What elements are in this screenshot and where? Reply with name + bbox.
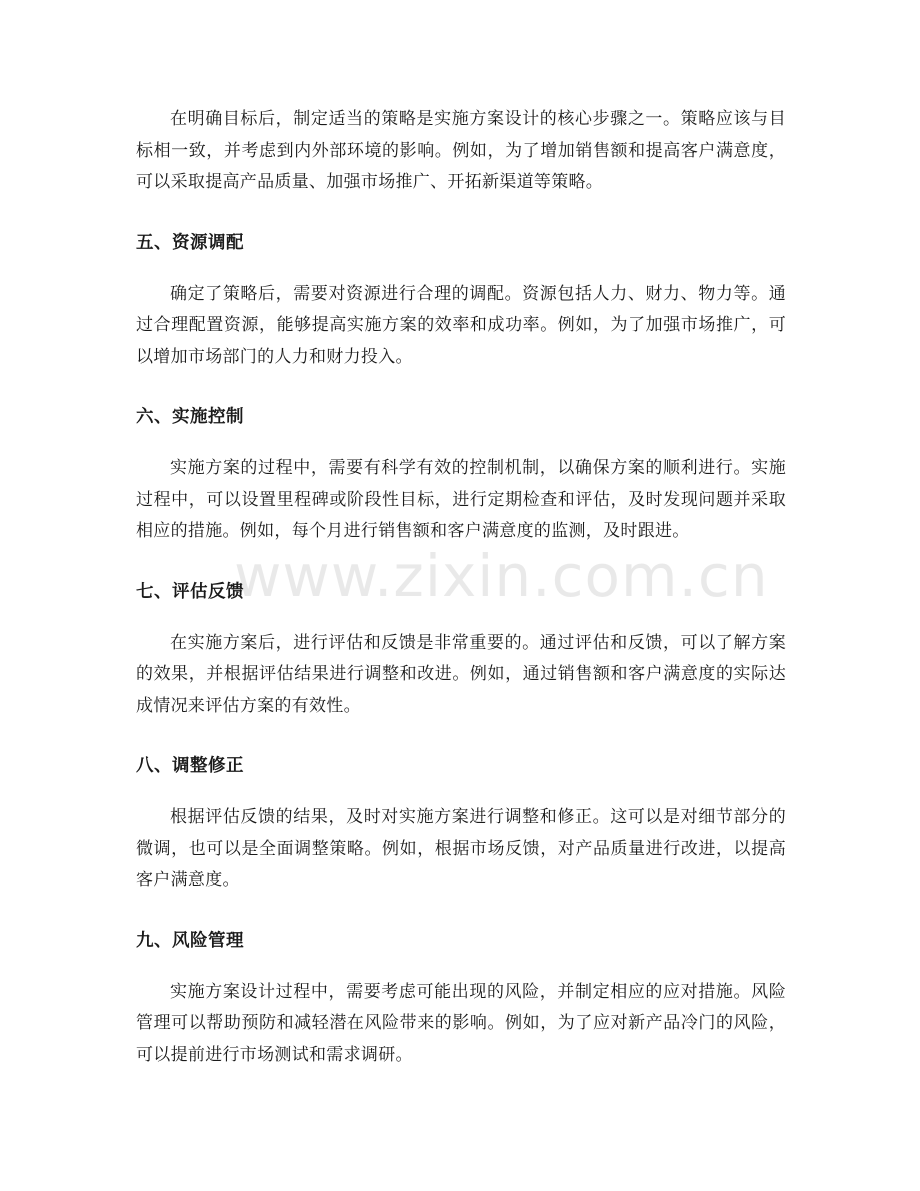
section-heading-risk-management: 九、风险管理 — [136, 930, 244, 951]
section-heading-resource-allocation: 五、资源调配 — [136, 232, 244, 253]
section-heading-adjustment: 八、调整修正 — [136, 756, 244, 776]
section-body-implementation-control: 实施方案的过程中，需要有科学有效的控制机制，以确保方案的顺利进行。实施过程中，可以设置里程碑或阶段性目标，进行定期检查和评估，及时发现问题并采取相应的措施。例如，每个月进行销售额和客户满意度的监测，及时跟进。 — [136, 458, 786, 541]
intro-paragraph: 在明确目标后，制定适当的策略是实施方案设计的核心步骤之一。策略应该与目标相一致，并考虑到内外部环境的影响。例如，为了增加销售额和提高客户满意度，可以采取提高产品质量、加强市场推广、开拓新渠道等策略。 — [136, 109, 786, 192]
section-body-evaluation-feedback: 在实施方案后，进行评估和反馈是非常重要的。通过评估和反馈，可以了解方案的效果，并根据评估结果进行调整和改进。例如，通过销售额和客户满意度的实际达成情况来评估方案的有效性。 — [136, 632, 786, 716]
watermark: www.zixin.com.cn — [234, 542, 769, 610]
section-heading-implementation-control: 六、实施控制 — [136, 407, 244, 427]
section-body-adjustment: 根据评估反馈的结果，及时对实施方案进行调整和修正。这可以是对细节部分的微调，也可以是全面调整策略。例如，根据市场反馈，对产品质量进行改进，以提高客户满意度。 — [136, 807, 786, 890]
section-heading-evaluation-feedback: 七、评估反馈 — [136, 581, 244, 602]
section-body-resource-allocation: 确定了策略后，需要对资源进行合理的调配。资源包括人力、财力、物力等。通过合理配置资源，能够提高实施方案的效率和成功率。例如，为了加强市场推广，可以增加市场部门的人力和财力投入。 — [136, 283, 786, 367]
section-body-risk-management: 实施方案设计过程中，需要考虑可能出现的风险，并制定相应的应对措施。风险管理可以帮助预防和减轻潜在风险带来的影响。例如，为了应对新产品冷门的风险，可以提前进行市场测试和需求调研。 — [136, 981, 786, 1065]
document-page — [136, 104, 786, 1071]
